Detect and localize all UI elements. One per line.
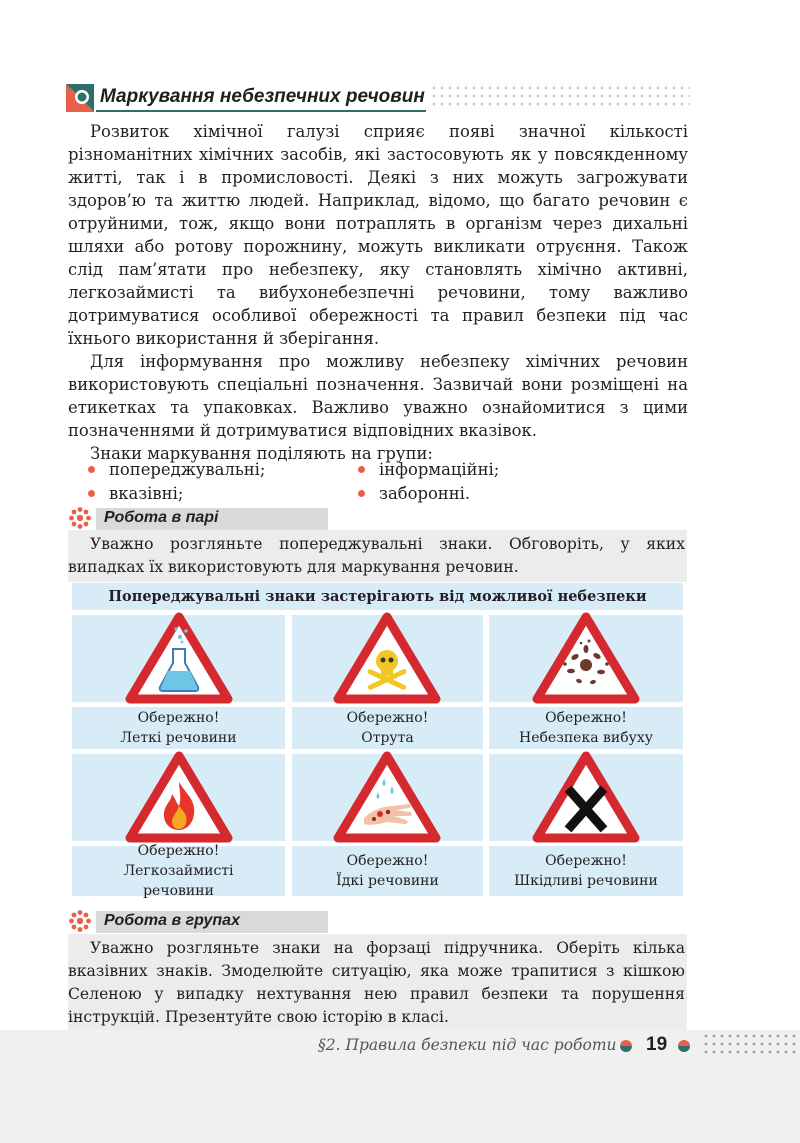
group-work-task: Уважно розгляньте знаки на форзаці підручника. Оберіть кілька вказівних знаків. Змоделюйте ситуацію, яка може трапитися з кішкою Селеною у випадку нехтування нею правил безпеки та порушення інструкцій. Презентуйте свою історію в класі. xyxy=(68,934,687,1032)
paragraph: Розвиток хімічної галузі сприяє появі значної кількості різноманітних хімічних засобів, які застосовують як у повсякденному житті, так і в промисловості. Деякі з них можуть загрожувати здоров’ю та життю людей. Наприклад, відомо, що багато речовин є отруйними, тож, якщо вони потраплять в організм через дихальні шляхи або ротову порожнину, можуть викликати отруєння. Також слід пам’ятати про небезпеку, яку становлять хімічно активні, легкозаймисті та вибухонебезпечні речовини, тому важливо дотримуватися особливої обережності та правил безпеки під час їхнього використання й зберігання. xyxy=(68,122,688,348)
group-work-title: Робота в групах xyxy=(104,912,240,929)
paragraph: Для інформування про можливу небезпеку хімічних речовин використовують спеціальні позначення. Зазвичай вони розміщені на етикетках та упаковках. Важливо уважно ознайомитися з цими позначеннями й дотримуватися відповідних вказівок. xyxy=(68,352,688,440)
sign-cell xyxy=(489,754,683,841)
pair-work-title: Робота в парі xyxy=(104,509,219,526)
sign-cell xyxy=(292,615,483,702)
list-item: вказівні; xyxy=(88,482,183,505)
list-item: інформаційні; xyxy=(358,458,499,481)
footer-dot-icon xyxy=(678,1040,690,1052)
footer-dot-icon xyxy=(620,1040,632,1052)
molecule-icon xyxy=(68,506,92,530)
list-item: попереджувальні; xyxy=(88,458,265,481)
page-number: 19 xyxy=(646,1034,668,1055)
list-item: заборонні. xyxy=(358,482,470,505)
sign-caption: Обережно! Леткі речовини xyxy=(72,707,285,749)
sign-caption: Обережно! Їдкі речовини xyxy=(292,846,483,896)
sign-caption: Обережно! Легкозаймисті речовини xyxy=(72,846,285,896)
corrosive-hand-icon xyxy=(332,748,442,844)
flame-icon xyxy=(124,748,234,844)
sign-cell xyxy=(72,754,285,841)
sign-cell xyxy=(292,754,483,841)
sign-cell xyxy=(72,615,285,702)
paragraph: Знаки маркування поділяють на групи: xyxy=(90,444,433,463)
pair-work-task: Уважно розгляньте попереджувальні знаки. Обговоріть, у яких випадках їх використовують для маркування речовин. xyxy=(68,530,687,582)
sign-caption: Обережно! Небезпека вибуху xyxy=(489,707,683,749)
signs-table-header: Попереджувальні знаки застерігають від можливої небезпеки xyxy=(72,583,683,610)
explosion-icon xyxy=(531,609,641,705)
flask-icon xyxy=(124,609,234,705)
skull-icon xyxy=(332,609,442,705)
x-cross-icon xyxy=(531,748,641,844)
decorative-dot-grid xyxy=(430,84,690,110)
sign-cell xyxy=(489,615,683,702)
molecule-icon xyxy=(68,909,92,933)
decorative-dot-grid xyxy=(702,1032,800,1058)
sign-caption: Обережно! Отрута xyxy=(292,707,483,749)
body-text xyxy=(68,120,688,465)
footer-chapter-title: §2. Правила безпеки під час роботи xyxy=(318,1036,617,1054)
section-title: Маркування небезпечних речовин xyxy=(100,86,425,107)
section-marker-icon xyxy=(66,84,94,112)
section-underline xyxy=(96,110,426,112)
sign-caption: Обережно! Шкідливі речовини xyxy=(489,846,683,896)
